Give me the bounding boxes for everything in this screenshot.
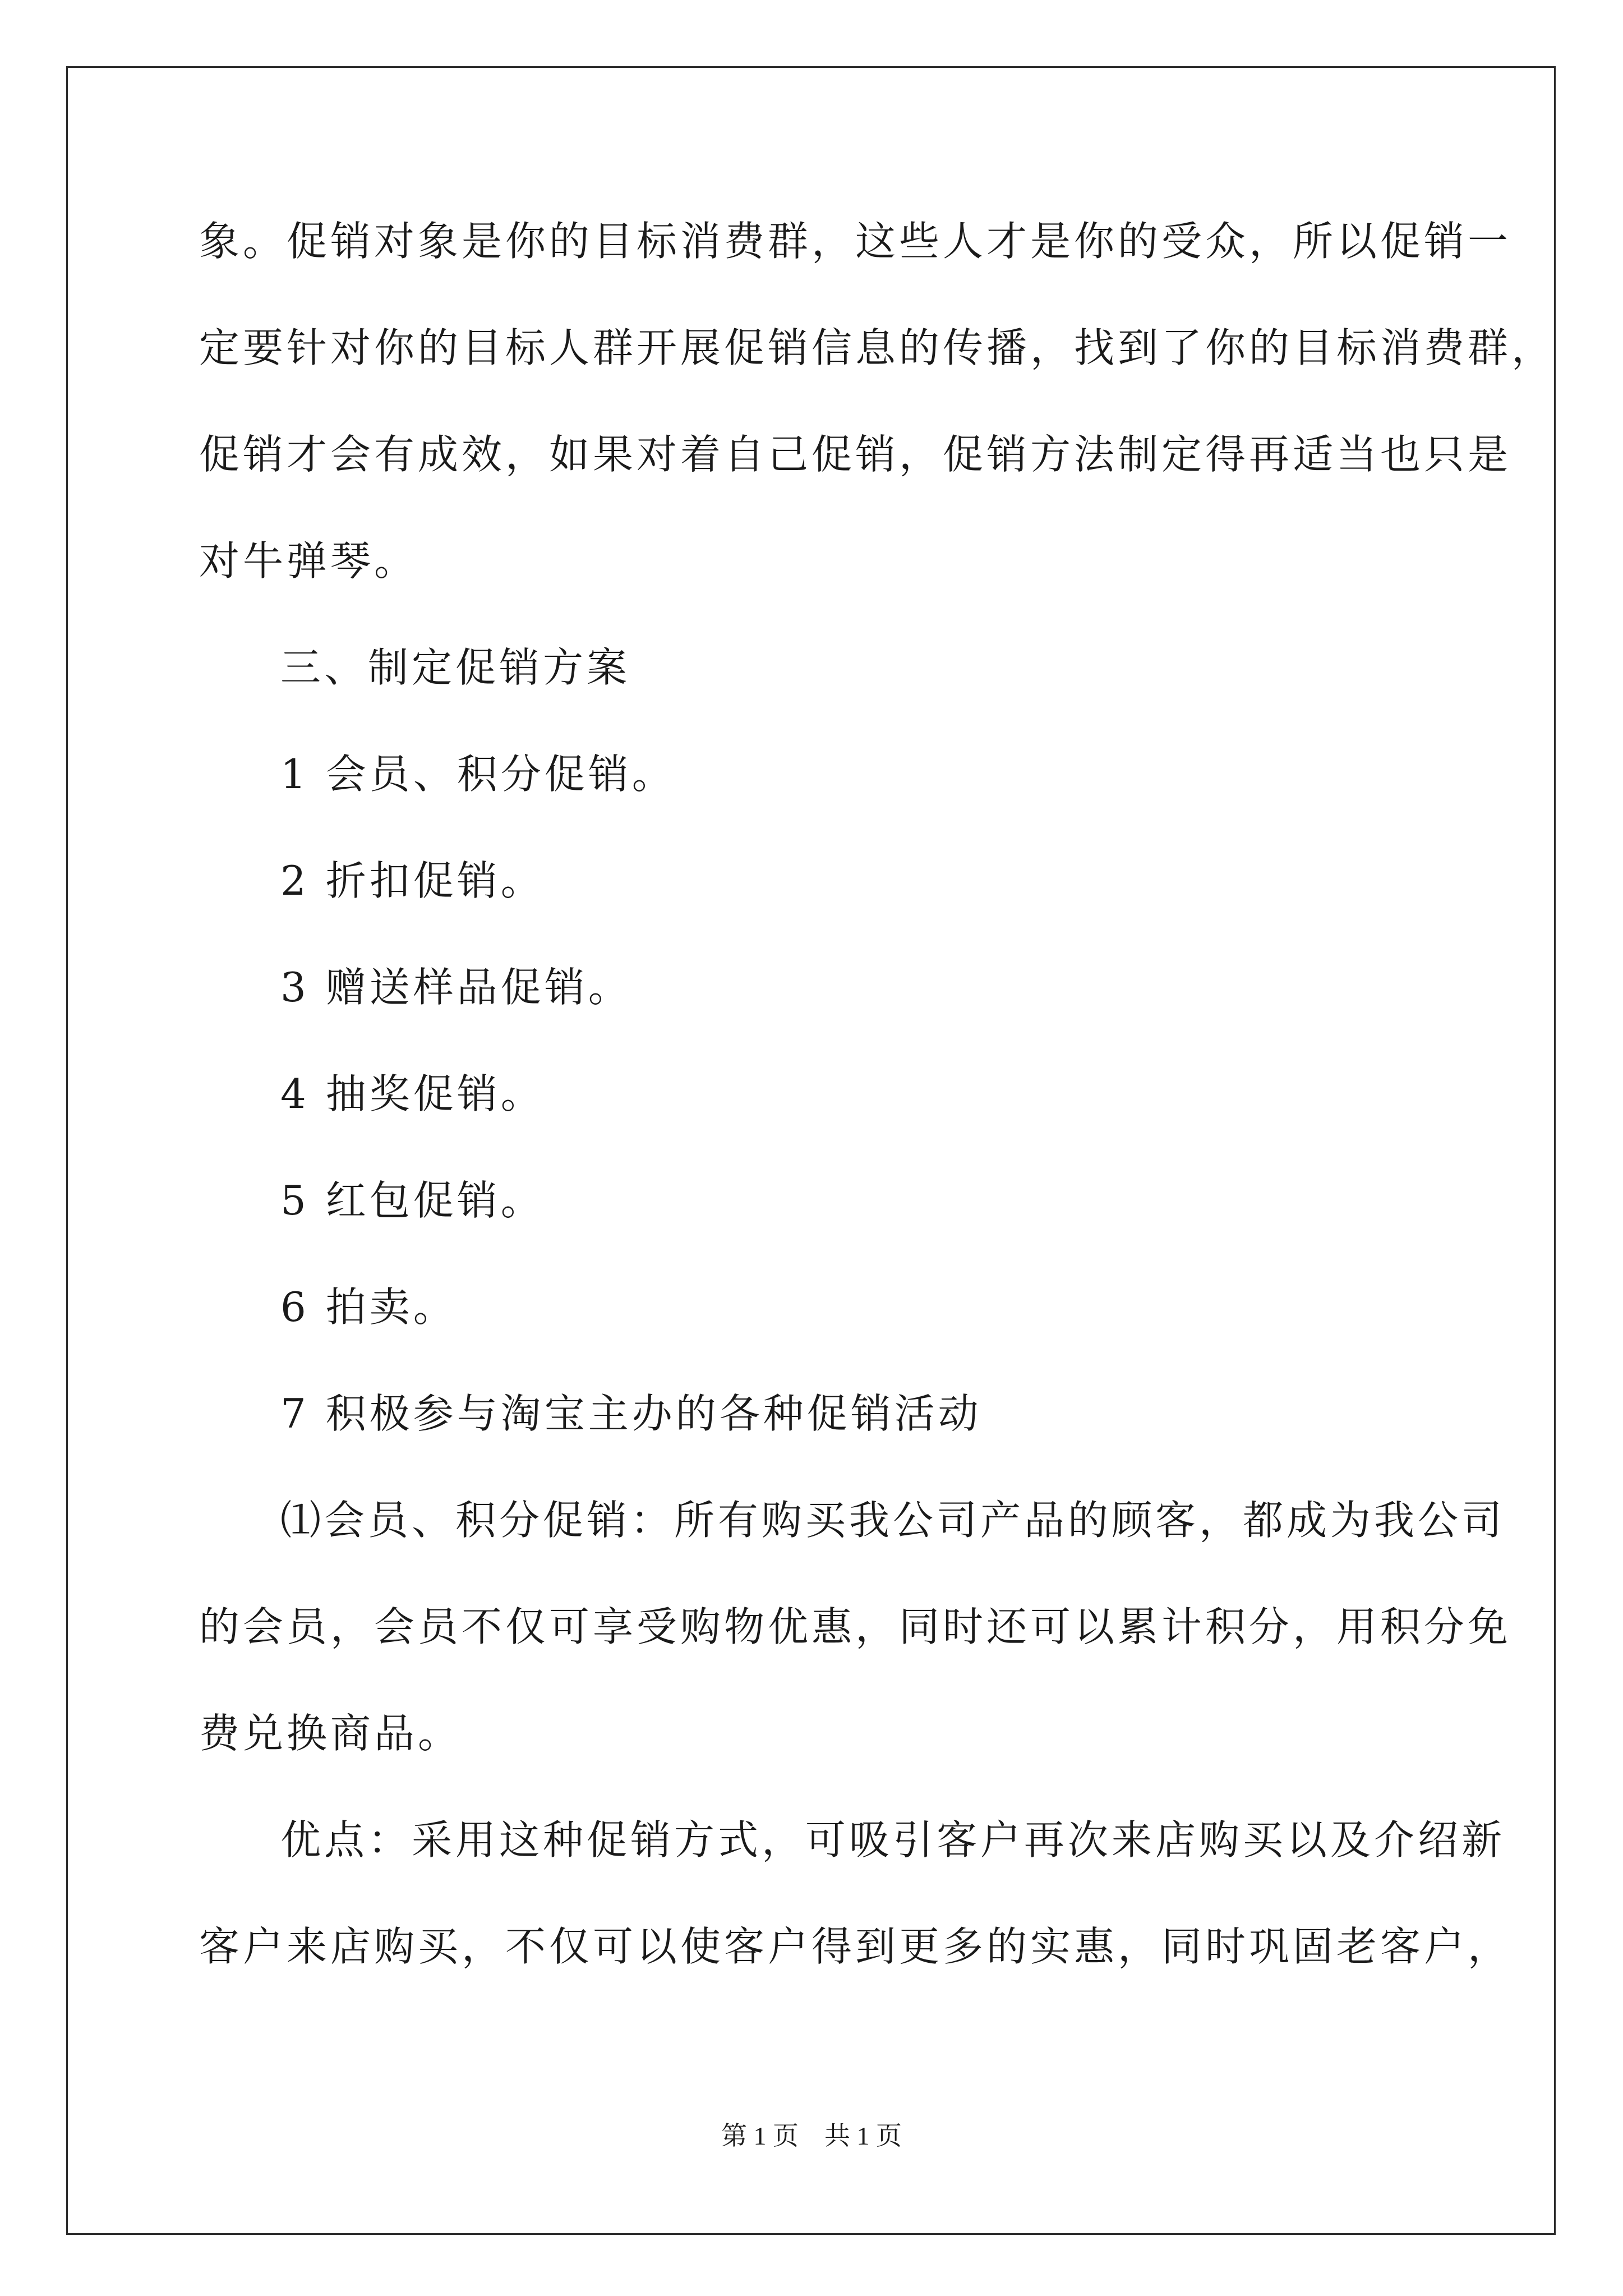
paragraph-line: 促销才会有成效，如果对着自己促销，促销方法制定得再适当也只是 xyxy=(199,431,1512,478)
paragraph-line: 的会员，会员不仅可享受购物优惠，同时还可以累计积分，用积分免 xyxy=(199,1603,1512,1650)
list-item: 1 会员、积分促销。 xyxy=(280,751,676,798)
list-item: 5 红包促销。 xyxy=(280,1177,545,1224)
list-item: 7 积极参与淘宝主办的各种促销活动 xyxy=(280,1390,982,1437)
paragraph-line: 客户来店购买，不仅可以使客户得到更多的实惠，同时巩固老客户， xyxy=(199,1923,1512,1970)
page-number-footer: 第 1 页 共 1 页 xyxy=(721,2122,902,2150)
list-item: 2 折扣促销。 xyxy=(280,857,545,904)
paragraph-line: 象。促销对象是你的目标消费群，这些人才是你的受众，所以促销一 xyxy=(199,218,1512,265)
paragraph-line: 对牛弹琴。 xyxy=(199,537,418,585)
paragraph-line: ⑴会员、积分促销：所有购买我公司产品的顾客，都成为我公司 xyxy=(280,1497,1506,1544)
list-item: 3 赠送样品促销。 xyxy=(280,964,632,1011)
page-border xyxy=(66,66,1556,2235)
list-item: 6 拍卖。 xyxy=(280,1283,457,1331)
paragraph-line: 优点：采用这种促销方式，可吸引客户再次来店购买以及介绍新 xyxy=(280,1816,1506,1864)
section-heading: 三、制定促销方案 xyxy=(280,644,631,691)
paragraph-line: 定要针对你的目标人群开展促销信息的传播，找到了你的目标消费群， xyxy=(199,324,1556,371)
list-item: 4 抽奖促销。 xyxy=(280,1070,545,1117)
paragraph-line: 费兑换商品。 xyxy=(199,1710,462,1757)
